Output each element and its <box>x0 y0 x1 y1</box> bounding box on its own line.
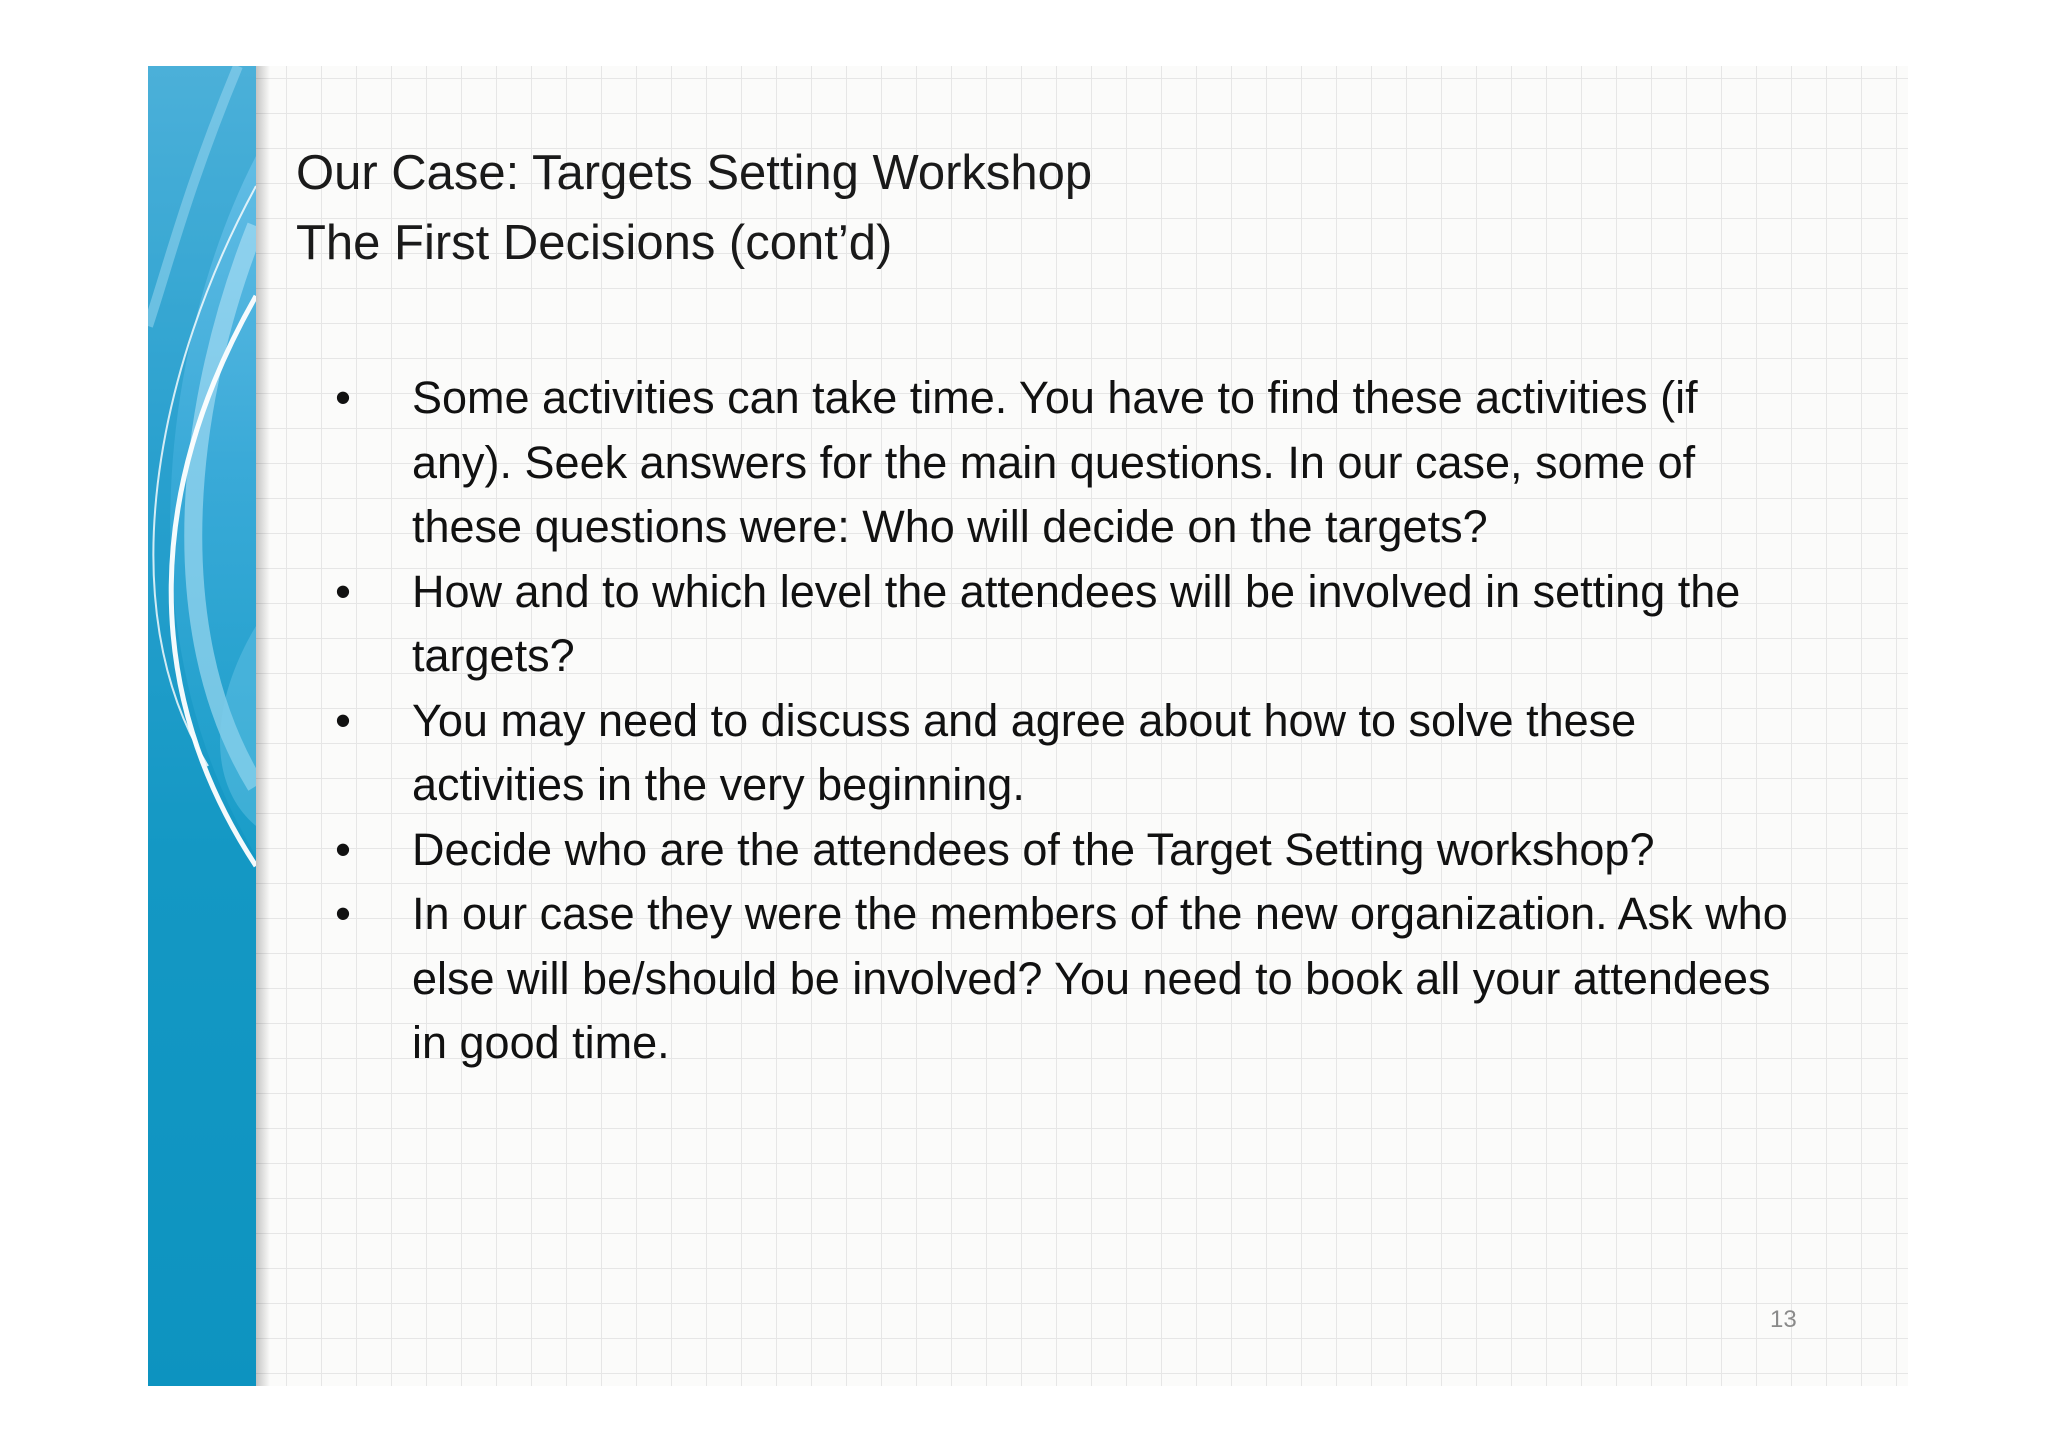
bullet-dot-icon: • <box>335 888 351 939</box>
decorative-sidebar <box>148 66 256 1386</box>
sidebar-shadow <box>256 66 270 1386</box>
bullet-dot-icon: • <box>335 565 351 617</box>
slide-title-line-2: The First Decisions (cont’d) <box>296 216 893 270</box>
bullet-item <box>328 560 1788 689</box>
bullet-text: How and to which level the attendees will be involved in setting the targets? <box>412 565 1741 681</box>
swirl-decoration-icon <box>148 66 256 1386</box>
page-number: 13 <box>1770 1306 1797 1333</box>
bullet-item <box>328 818 1788 883</box>
bullet-text: You may need to discuss and agree about how to solve these activities in the very beginning. <box>412 694 1637 810</box>
slide <box>148 66 1908 1386</box>
bullet-dot-icon: • <box>335 823 351 875</box>
bullet-item <box>328 882 1788 1076</box>
slide-title <box>296 138 1092 278</box>
bullet-text: In our case they were the members of the new organization. Ask who else will be/should be involved? You need to book all your attendees in good time. <box>412 888 1788 1068</box>
bullet-dot-icon: • <box>335 372 351 423</box>
bullet-list <box>328 366 1788 1076</box>
slide-title-line-1: Our Case: Targets Setting Workshop <box>296 146 1093 200</box>
bullet-dot-icon: • <box>335 694 351 746</box>
bullet-text: Some activities can take time. You have to find these activities (if any). Seek answers for the main questions. In our case, some of these questions were: Who will decide on the targets? <box>412 372 1698 552</box>
bullet-item <box>328 689 1788 818</box>
bullet-text: Decide who are the attendees of the Target Setting workshop? <box>412 823 1655 875</box>
bullet-item <box>328 366 1788 560</box>
